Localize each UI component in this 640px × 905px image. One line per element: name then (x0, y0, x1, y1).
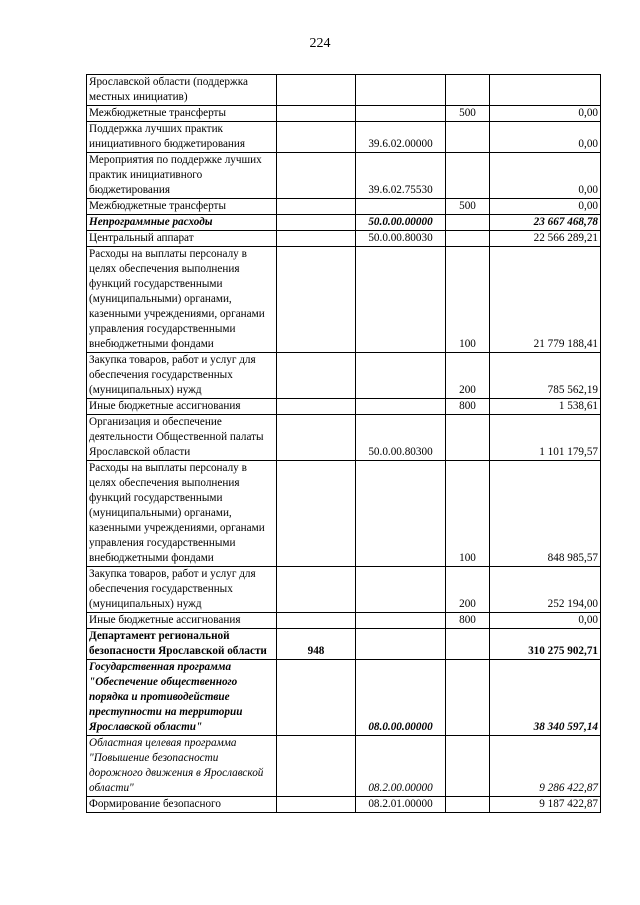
cell-name: Государственная программа "Обеспечение общественного порядка и противодействие преступности на территории Ярославской области" (87, 660, 277, 736)
cell-expense-type (446, 75, 490, 106)
cell-expense-type (446, 736, 490, 797)
cell-target-article: 50.0.00.80030 (356, 231, 446, 247)
cell-name: Расходы на выплаты персоналу в целях обеспечения выполнения функций государственными (муниципальными) органами, казенными учреждениями, органами управления государственными внебюджетными фондами (87, 247, 277, 353)
cell-department-code (277, 106, 356, 122)
cell-amount: 38 340 597,14 (490, 660, 601, 736)
table-row (87, 215, 601, 231)
cell-expense-type (446, 660, 490, 736)
cell-name: Межбюджетные трансферты (87, 199, 277, 215)
cell-amount: 9 286 422,87 (490, 736, 601, 797)
cell-department-code (277, 199, 356, 215)
cell-department-code: 948 (277, 629, 356, 660)
cell-target-article (356, 75, 446, 106)
cell-department-code (277, 75, 356, 106)
page-number: 224 (309, 36, 331, 51)
table-row (87, 736, 601, 797)
cell-expense-type: 800 (446, 613, 490, 629)
cell-expense-type (446, 153, 490, 199)
cell-department-code (277, 613, 356, 629)
cell-target-article: 50.0.00.80300 (356, 415, 446, 461)
cell-name: Межбюджетные трансферты (87, 106, 277, 122)
cell-amount: 21 779 188,41 (490, 247, 601, 353)
table-row (87, 199, 601, 215)
cell-department-code (277, 353, 356, 399)
cell-name: Департамент региональной безопасности Ярославской области (87, 629, 277, 660)
table-row (87, 567, 601, 613)
table-row (87, 353, 601, 399)
cell-name: Расходы на выплаты персоналу в целях обеспечения выполнения функций государственными (муниципальными) органами, казенными учреждениями, органами управления государственными внебюджетными фондами (87, 461, 277, 567)
cell-department-code (277, 247, 356, 353)
cell-amount: 0,00 (490, 106, 601, 122)
cell-target-article (356, 247, 446, 353)
cell-name: Непрограммные расходы (87, 215, 277, 231)
table-row (87, 153, 601, 199)
cell-expense-type: 500 (446, 106, 490, 122)
cell-amount: 22 566 289,21 (490, 231, 601, 247)
cell-name: Закупка товаров, работ и услуг для обеспечения государственных (муниципальных) нужд (87, 353, 277, 399)
table-row (87, 461, 601, 567)
cell-amount: 252 194,00 (490, 567, 601, 613)
table-row (87, 629, 601, 660)
cell-name: Иные бюджетные ассигнования (87, 399, 277, 415)
table-row (87, 415, 601, 461)
cell-name: Организация и обеспечение деятельности Общественной палаты Ярославской области (87, 415, 277, 461)
cell-expense-type (446, 122, 490, 153)
cell-target-article (356, 353, 446, 399)
cell-department-code (277, 736, 356, 797)
cell-department-code (277, 231, 356, 247)
cell-amount: 1 101 179,57 (490, 415, 601, 461)
cell-target-article (356, 567, 446, 613)
cell-expense-type: 500 (446, 199, 490, 215)
cell-amount: 0,00 (490, 153, 601, 199)
cell-department-code (277, 461, 356, 567)
cell-name: Центральный аппарат (87, 231, 277, 247)
cell-department-code (277, 122, 356, 153)
cell-target-article (356, 461, 446, 567)
cell-amount: 848 985,57 (490, 461, 601, 567)
cell-name: Областная целевая программа "Повышение безопасности дорожного движения в Ярославской области" (87, 736, 277, 797)
cell-target-article: 08.2.00.00000 (356, 736, 446, 797)
table-row (87, 106, 601, 122)
cell-target-article (356, 106, 446, 122)
cell-department-code (277, 415, 356, 461)
cell-name: Поддержка лучших практик инициативного бюджетирования (87, 122, 277, 153)
cell-target-article (356, 199, 446, 215)
cell-amount: 0,00 (490, 122, 601, 153)
table-row (87, 75, 601, 106)
table-row (87, 231, 601, 247)
cell-expense-type (446, 231, 490, 247)
cell-name: Формирование безопасного (87, 797, 277, 813)
cell-amount: 785 562,19 (490, 353, 601, 399)
cell-target-article (356, 613, 446, 629)
cell-amount: 0,00 (490, 199, 601, 215)
cell-expense-type: 800 (446, 399, 490, 415)
cell-amount: 310 275 902,71 (490, 629, 601, 660)
cell-expense-type: 200 (446, 567, 490, 613)
cell-amount: 23 667 468,78 (490, 215, 601, 231)
cell-department-code (277, 153, 356, 199)
cell-expense-type: 100 (446, 461, 490, 567)
cell-expense-type: 100 (446, 247, 490, 353)
table-row (87, 797, 601, 813)
cell-expense-type (446, 415, 490, 461)
cell-amount: 0,00 (490, 613, 601, 629)
cell-department-code (277, 797, 356, 813)
cell-target-article: 39.6.02.00000 (356, 122, 446, 153)
cell-target-article (356, 629, 446, 660)
table-row (87, 660, 601, 736)
cell-target-article: 39.6.02.75530 (356, 153, 446, 199)
table-row (87, 122, 601, 153)
cell-name: Иные бюджетные ассигнования (87, 613, 277, 629)
budget-table-body (87, 75, 601, 813)
cell-amount: 9 187 422,87 (490, 797, 601, 813)
cell-amount (490, 75, 601, 106)
cell-expense-type (446, 215, 490, 231)
cell-target-article: 08.0.00.00000 (356, 660, 446, 736)
table-row (87, 247, 601, 353)
cell-department-code (277, 660, 356, 736)
cell-expense-type (446, 629, 490, 660)
cell-name: Мероприятия по поддержке лучших практик инициативного бюджетирования (87, 153, 277, 199)
cell-amount: 1 538,61 (490, 399, 601, 415)
cell-department-code (277, 567, 356, 613)
cell-target-article (356, 399, 446, 415)
cell-department-code (277, 399, 356, 415)
cell-target-article: 50.0.00.00000 (356, 215, 446, 231)
cell-name: Закупка товаров, работ и услуг для обеспечения государственных (муниципальных) нужд (87, 567, 277, 613)
cell-target-article: 08.2.01.00000 (356, 797, 446, 813)
table-row (87, 399, 601, 415)
budget-table (86, 74, 601, 813)
cell-expense-type: 200 (446, 353, 490, 399)
cell-expense-type (446, 797, 490, 813)
table-row (87, 613, 601, 629)
cell-name: Ярославской области (поддержка местных инициатив) (87, 75, 277, 106)
cell-department-code (277, 215, 356, 231)
